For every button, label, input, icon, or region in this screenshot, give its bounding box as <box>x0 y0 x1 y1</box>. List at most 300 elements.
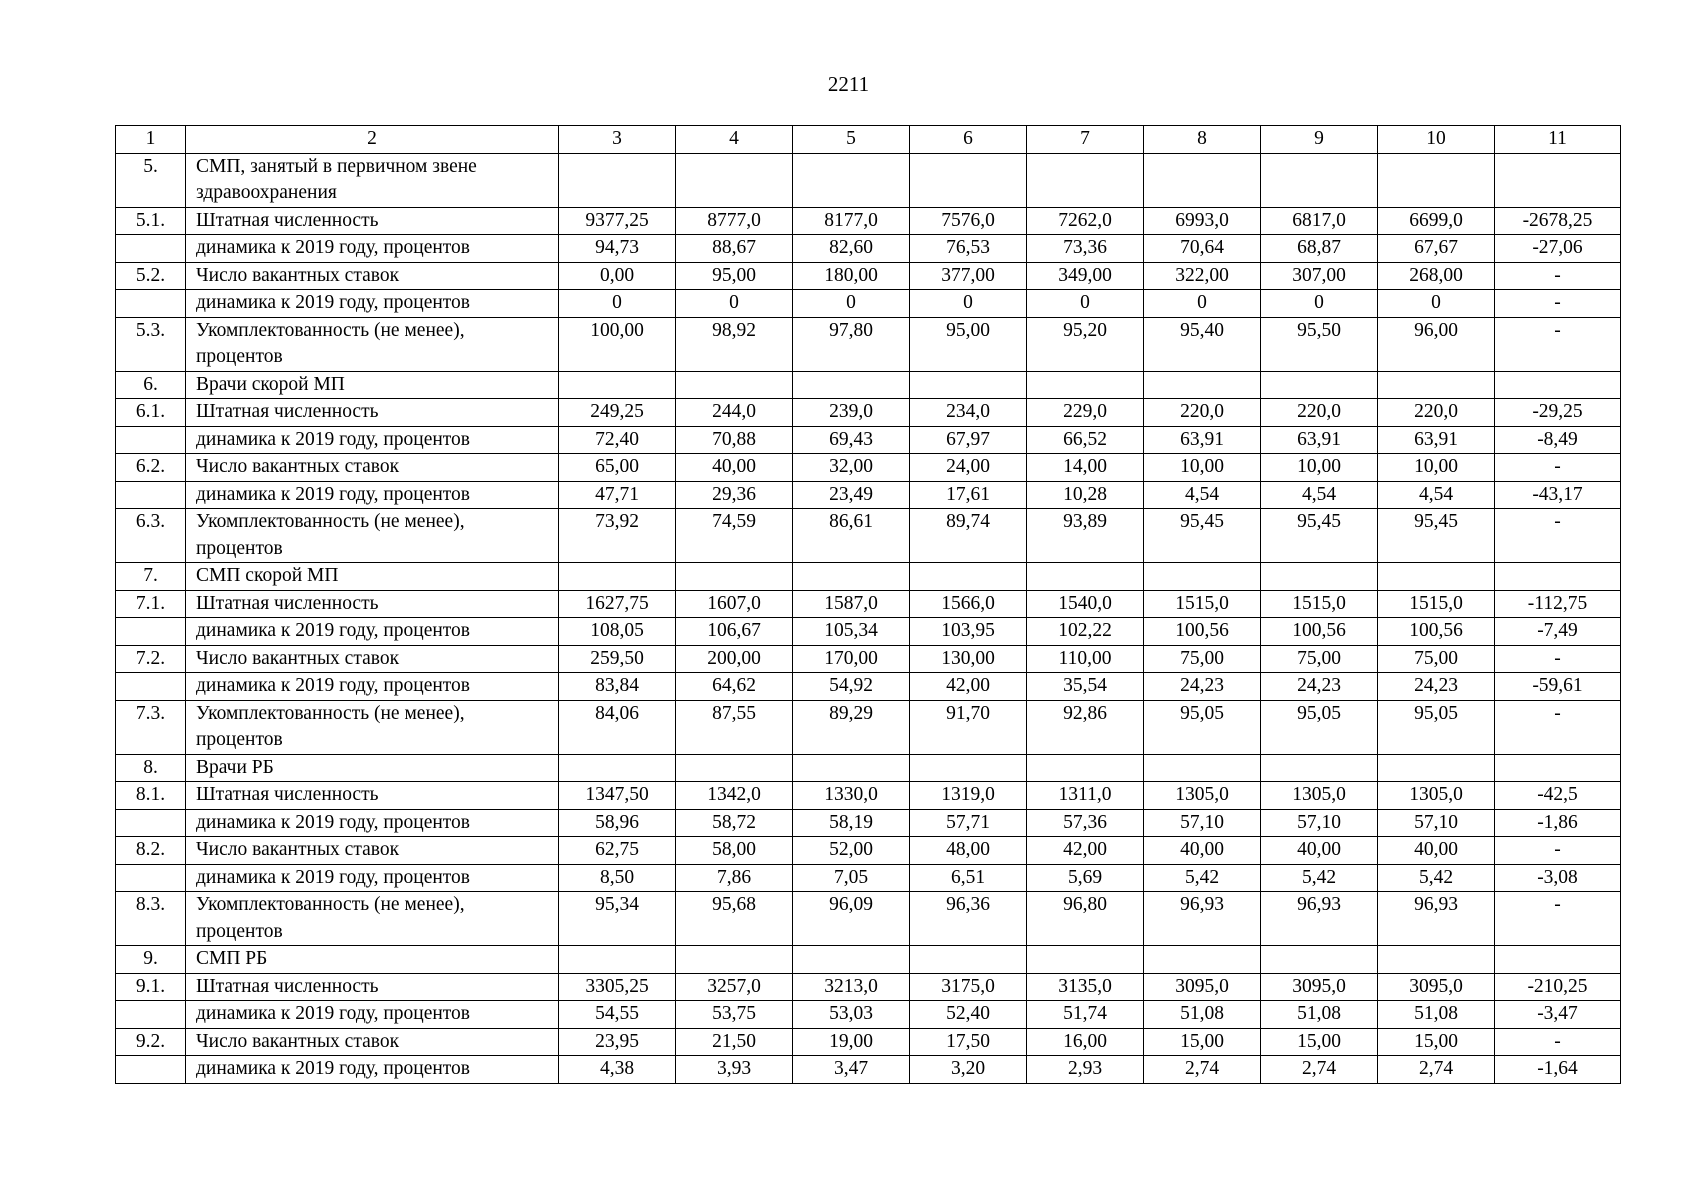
table-row <box>116 317 1621 371</box>
cell-value: 0 <box>676 290 793 318</box>
cell-value <box>910 754 1027 782</box>
cell-value: 65,00 <box>559 454 676 482</box>
table-row <box>116 1001 1621 1029</box>
cell-value: 8,50 <box>559 864 676 892</box>
row-number: 7. <box>116 563 186 591</box>
cell-value: 0 <box>559 290 676 318</box>
row-number: 7.3. <box>116 700 186 754</box>
column-header: 9 <box>1261 126 1378 154</box>
row-label: Укомплектованность (не менее), процентов <box>186 317 559 371</box>
row-number: 9. <box>116 946 186 974</box>
row-number <box>116 235 186 263</box>
cell-value: 54,55 <box>559 1001 676 1029</box>
cell-value: 1319,0 <box>910 782 1027 810</box>
table-row <box>116 1028 1621 1056</box>
cell-value: 102,22 <box>1027 618 1144 646</box>
page-number: 2211 <box>827 72 870 96</box>
cell-value <box>1144 371 1261 399</box>
cell-value: 67,97 <box>910 426 1027 454</box>
row-number: 6.1. <box>116 399 186 427</box>
row-label: Число вакантных ставок <box>186 454 559 482</box>
cell-value: 63,91 <box>1261 426 1378 454</box>
table-row <box>116 782 1621 810</box>
cell-value: 6,51 <box>910 864 1027 892</box>
cell-value: 220,0 <box>1144 399 1261 427</box>
table-row <box>116 673 1621 701</box>
cell-value: 3135,0 <box>1027 973 1144 1001</box>
cell-value <box>1144 153 1261 207</box>
cell-value: 73,92 <box>559 509 676 563</box>
cell-value: 58,96 <box>559 809 676 837</box>
cell-value <box>676 946 793 974</box>
cell-value <box>793 563 910 591</box>
cell-value: - <box>1495 892 1621 946</box>
cell-value: 95,45 <box>1261 509 1378 563</box>
row-number <box>116 290 186 318</box>
cell-value: 94,73 <box>559 235 676 263</box>
table-row <box>116 590 1621 618</box>
cell-value: 1515,0 <box>1144 590 1261 618</box>
cell-value: 1515,0 <box>1261 590 1378 618</box>
table-row <box>116 371 1621 399</box>
cell-value: 5,42 <box>1261 864 1378 892</box>
cell-value <box>559 563 676 591</box>
table-row <box>116 153 1621 207</box>
row-label: Укомплектованность (не менее), процентов <box>186 700 559 754</box>
cell-value: -7,49 <box>1495 618 1621 646</box>
cell-value: 51,08 <box>1378 1001 1495 1029</box>
row-label: Число вакантных ставок <box>186 262 559 290</box>
table-row <box>116 754 1621 782</box>
cell-value: 7262,0 <box>1027 207 1144 235</box>
table-row <box>116 618 1621 646</box>
row-number: 8. <box>116 754 186 782</box>
cell-value <box>1027 563 1144 591</box>
cell-value: 377,00 <box>910 262 1027 290</box>
cell-value: 10,00 <box>1261 454 1378 482</box>
cell-value: 96,93 <box>1261 892 1378 946</box>
cell-value: 96,36 <box>910 892 1027 946</box>
cell-value: 10,00 <box>1378 454 1495 482</box>
cell-value: 47,71 <box>559 481 676 509</box>
cell-value: 64,62 <box>676 673 793 701</box>
cell-value: 1515,0 <box>1378 590 1495 618</box>
cell-value <box>793 371 910 399</box>
cell-value: 95,40 <box>1144 317 1261 371</box>
cell-value: 1540,0 <box>1027 590 1144 618</box>
cell-value: 66,52 <box>1027 426 1144 454</box>
cell-value: -1,86 <box>1495 809 1621 837</box>
cell-value: 268,00 <box>1378 262 1495 290</box>
cell-value: 0 <box>1144 290 1261 318</box>
cell-value: 57,71 <box>910 809 1027 837</box>
column-header: 3 <box>559 126 676 154</box>
cell-value: -43,17 <box>1495 481 1621 509</box>
cell-value: - <box>1495 700 1621 754</box>
table-row <box>116 563 1621 591</box>
cell-value: 84,06 <box>559 700 676 754</box>
cell-value: 6699,0 <box>1378 207 1495 235</box>
cell-value: 48,00 <box>910 837 1027 865</box>
cell-value: 10,28 <box>1027 481 1144 509</box>
cell-value: 75,00 <box>1261 645 1378 673</box>
row-number: 5.1. <box>116 207 186 235</box>
cell-value: 1305,0 <box>1144 782 1261 810</box>
cell-value: 32,00 <box>793 454 910 482</box>
cell-value <box>1027 946 1144 974</box>
cell-value: - <box>1495 454 1621 482</box>
table-row <box>116 426 1621 454</box>
cell-value: 53,75 <box>676 1001 793 1029</box>
table-row <box>116 399 1621 427</box>
cell-value: 63,91 <box>1378 426 1495 454</box>
cell-value: 53,03 <box>793 1001 910 1029</box>
cell-value: 220,0 <box>1378 399 1495 427</box>
cell-value: 95,20 <box>1027 317 1144 371</box>
row-label: Врачи скорой МП <box>186 371 559 399</box>
row-label: динамика к 2019 году, процентов <box>186 426 559 454</box>
cell-value: 17,50 <box>910 1028 1027 1056</box>
cell-value <box>1261 563 1378 591</box>
cell-value: 100,56 <box>1261 618 1378 646</box>
cell-value <box>1378 946 1495 974</box>
cell-value: 108,05 <box>559 618 676 646</box>
cell-value: 74,59 <box>676 509 793 563</box>
cell-value: 95,00 <box>910 317 1027 371</box>
cell-value: 2,93 <box>1027 1056 1144 1084</box>
cell-value <box>793 946 910 974</box>
row-number <box>116 1001 186 1029</box>
cell-value: 96,00 <box>1378 317 1495 371</box>
cell-value: 91,70 <box>910 700 1027 754</box>
cell-value <box>1378 563 1495 591</box>
cell-value: 234,0 <box>910 399 1027 427</box>
cell-value: 69,43 <box>793 426 910 454</box>
cell-value: 23,95 <box>559 1028 676 1056</box>
cell-value <box>910 153 1027 207</box>
cell-value: -112,75 <box>1495 590 1621 618</box>
cell-value: 29,36 <box>676 481 793 509</box>
cell-value <box>559 946 676 974</box>
cell-value <box>1378 754 1495 782</box>
row-number: 6. <box>116 371 186 399</box>
cell-value: 130,00 <box>910 645 1027 673</box>
cell-value: -8,49 <box>1495 426 1621 454</box>
cell-value <box>1378 153 1495 207</box>
cell-value: - <box>1495 509 1621 563</box>
cell-value <box>676 371 793 399</box>
cell-value: 244,0 <box>676 399 793 427</box>
cell-value: 52,00 <box>793 837 910 865</box>
cell-value: 21,50 <box>676 1028 793 1056</box>
cell-value: 95,45 <box>1378 509 1495 563</box>
row-number: 8.3. <box>116 892 186 946</box>
cell-value: 15,00 <box>1144 1028 1261 1056</box>
column-header: 7 <box>1027 126 1144 154</box>
cell-value: 96,93 <box>1144 892 1261 946</box>
cell-value: 16,00 <box>1027 1028 1144 1056</box>
cell-value: 68,87 <box>1261 235 1378 263</box>
cell-value: 3,47 <box>793 1056 910 1084</box>
cell-value: 42,00 <box>1027 837 1144 865</box>
cell-value: 40,00 <box>1144 837 1261 865</box>
cell-value: 57,10 <box>1144 809 1261 837</box>
table-header-row <box>116 126 1621 154</box>
cell-value: 35,54 <box>1027 673 1144 701</box>
cell-value <box>1144 754 1261 782</box>
cell-value: 57,10 <box>1261 809 1378 837</box>
table-row <box>116 700 1621 754</box>
cell-value: 17,61 <box>910 481 1027 509</box>
cell-value: 70,64 <box>1144 235 1261 263</box>
cell-value: 100,56 <box>1378 618 1495 646</box>
row-label: Штатная численность <box>186 973 559 1001</box>
cell-value: 92,86 <box>1027 700 1144 754</box>
row-label: динамика к 2019 году, процентов <box>186 864 559 892</box>
cell-value: 76,53 <box>910 235 1027 263</box>
cell-value: 57,36 <box>1027 809 1144 837</box>
cell-value <box>1027 153 1144 207</box>
cell-value: 2,74 <box>1261 1056 1378 1084</box>
row-label: СМП скорой МП <box>186 563 559 591</box>
cell-value: 51,08 <box>1144 1001 1261 1029</box>
cell-value <box>910 563 1027 591</box>
row-label: динамика к 2019 году, процентов <box>186 481 559 509</box>
column-header: 10 <box>1378 126 1495 154</box>
cell-value: 322,00 <box>1144 262 1261 290</box>
cell-value: 57,10 <box>1378 809 1495 837</box>
cell-value: 0 <box>1261 290 1378 318</box>
cell-value: 95,00 <box>676 262 793 290</box>
cell-value: 0 <box>1027 290 1144 318</box>
cell-value: 0 <box>910 290 1027 318</box>
cell-value: 95,05 <box>1378 700 1495 754</box>
row-number: 7.2. <box>116 645 186 673</box>
cell-value <box>910 946 1027 974</box>
cell-value <box>1144 946 1261 974</box>
row-label: динамика к 2019 году, процентов <box>186 290 559 318</box>
cell-value <box>676 153 793 207</box>
cell-value: 24,23 <box>1378 673 1495 701</box>
cell-value <box>793 754 910 782</box>
cell-value: 58,72 <box>676 809 793 837</box>
row-label: Штатная численность <box>186 590 559 618</box>
table-row <box>116 837 1621 865</box>
cell-value: 100,56 <box>1144 618 1261 646</box>
cell-value <box>1261 153 1378 207</box>
cell-value: 100,00 <box>559 317 676 371</box>
cell-value <box>1261 754 1378 782</box>
cell-value: 72,40 <box>559 426 676 454</box>
cell-value: 51,74 <box>1027 1001 1144 1029</box>
column-header: 6 <box>910 126 1027 154</box>
cell-value: 3305,25 <box>559 973 676 1001</box>
cell-value: 3095,0 <box>1144 973 1261 1001</box>
cell-value: 1305,0 <box>1378 782 1495 810</box>
row-number: 5.3. <box>116 317 186 371</box>
cell-value: 95,50 <box>1261 317 1378 371</box>
column-header: 11 <box>1495 126 1621 154</box>
row-label: динамика к 2019 году, процентов <box>186 235 559 263</box>
staffing-table <box>115 125 1621 1084</box>
row-label: Укомплектованность (не менее), процентов <box>186 892 559 946</box>
table-row <box>116 481 1621 509</box>
cell-value: 2,74 <box>1378 1056 1495 1084</box>
cell-value: 98,92 <box>676 317 793 371</box>
cell-value: 19,00 <box>793 1028 910 1056</box>
cell-value: 42,00 <box>910 673 1027 701</box>
cell-value: 58,19 <box>793 809 910 837</box>
cell-value: - <box>1495 1028 1621 1056</box>
cell-value: 95,34 <box>559 892 676 946</box>
column-header: 8 <box>1144 126 1261 154</box>
cell-value <box>1378 371 1495 399</box>
column-header: 5 <box>793 126 910 154</box>
row-number <box>116 426 186 454</box>
row-label: динамика к 2019 году, процентов <box>186 673 559 701</box>
cell-value: 239,0 <box>793 399 910 427</box>
cell-value <box>559 371 676 399</box>
cell-value: 3,93 <box>676 1056 793 1084</box>
cell-value <box>1495 153 1621 207</box>
table-row <box>116 1056 1621 1084</box>
table-row <box>116 235 1621 263</box>
row-label: СМП, занятый в первичном звене здравоохранения <box>186 153 559 207</box>
cell-value: 40,00 <box>1378 837 1495 865</box>
cell-value: 1342,0 <box>676 782 793 810</box>
cell-value: 0 <box>1378 290 1495 318</box>
cell-value: 87,55 <box>676 700 793 754</box>
cell-value: 1607,0 <box>676 590 793 618</box>
cell-value: 5,42 <box>1378 864 1495 892</box>
cell-value: 58,00 <box>676 837 793 865</box>
row-label: Врачи РБ <box>186 754 559 782</box>
cell-value: - <box>1495 837 1621 865</box>
cell-value: 1566,0 <box>910 590 1027 618</box>
cell-value: -1,64 <box>1495 1056 1621 1084</box>
cell-value: 3257,0 <box>676 973 793 1001</box>
table-row <box>116 973 1621 1001</box>
cell-value: 3,20 <box>910 1056 1027 1084</box>
cell-value: 82,60 <box>793 235 910 263</box>
cell-value: 40,00 <box>676 454 793 482</box>
cell-value: 5,42 <box>1144 864 1261 892</box>
cell-value: 95,45 <box>1144 509 1261 563</box>
cell-value: 52,40 <box>910 1001 1027 1029</box>
row-number <box>116 809 186 837</box>
cell-value: - <box>1495 262 1621 290</box>
cell-value <box>1261 946 1378 974</box>
cell-value: 259,50 <box>559 645 676 673</box>
cell-value <box>793 153 910 207</box>
cell-value: 9377,25 <box>559 207 676 235</box>
cell-value: -3,47 <box>1495 1001 1621 1029</box>
table-row <box>116 207 1621 235</box>
cell-value: 24,23 <box>1144 673 1261 701</box>
cell-value: -29,25 <box>1495 399 1621 427</box>
cell-value: 83,84 <box>559 673 676 701</box>
cell-value: 15,00 <box>1378 1028 1495 1056</box>
cell-value: 23,49 <box>793 481 910 509</box>
cell-value: 75,00 <box>1144 645 1261 673</box>
cell-value: 110,00 <box>1027 645 1144 673</box>
row-number: 5.2. <box>116 262 186 290</box>
cell-value: - <box>1495 290 1621 318</box>
table-row <box>116 454 1621 482</box>
cell-value: 93,89 <box>1027 509 1144 563</box>
cell-value: 7,05 <box>793 864 910 892</box>
cell-value: 7576,0 <box>910 207 1027 235</box>
row-number: 8.2. <box>116 837 186 865</box>
cell-value: 96,09 <box>793 892 910 946</box>
cell-value: 4,54 <box>1378 481 1495 509</box>
cell-value: 0,00 <box>559 262 676 290</box>
cell-value: 180,00 <box>793 262 910 290</box>
row-number: 5. <box>116 153 186 207</box>
cell-value: 3213,0 <box>793 973 910 1001</box>
row-number: 8.1. <box>116 782 186 810</box>
cell-value <box>1495 563 1621 591</box>
table-row <box>116 946 1621 974</box>
cell-value: 88,67 <box>676 235 793 263</box>
cell-value: 229,0 <box>1027 399 1144 427</box>
table-row <box>116 290 1621 318</box>
cell-value: 3095,0 <box>1261 973 1378 1001</box>
row-number: 9.1. <box>116 973 186 1001</box>
cell-value: -210,25 <box>1495 973 1621 1001</box>
cell-value: 95,05 <box>1144 700 1261 754</box>
cell-value: 1330,0 <box>793 782 910 810</box>
cell-value: 170,00 <box>793 645 910 673</box>
row-label: Число вакантных ставок <box>186 1028 559 1056</box>
cell-value: 86,61 <box>793 509 910 563</box>
cell-value <box>559 754 676 782</box>
cell-value: 8177,0 <box>793 207 910 235</box>
cell-value: 4,54 <box>1261 481 1378 509</box>
cell-value: 73,36 <box>1027 235 1144 263</box>
cell-value: 96,93 <box>1378 892 1495 946</box>
cell-value: 1311,0 <box>1027 782 1144 810</box>
cell-value <box>1495 754 1621 782</box>
row-label: Штатная численность <box>186 399 559 427</box>
cell-value: 249,25 <box>559 399 676 427</box>
cell-value: 14,00 <box>1027 454 1144 482</box>
cell-value <box>559 153 676 207</box>
cell-value: 1627,75 <box>559 590 676 618</box>
row-label: Число вакантных ставок <box>186 837 559 865</box>
row-number <box>116 618 186 646</box>
row-label: Штатная численность <box>186 782 559 810</box>
row-number: 6.3. <box>116 509 186 563</box>
cell-value: 24,00 <box>910 454 1027 482</box>
cell-value: 75,00 <box>1378 645 1495 673</box>
cell-value <box>1027 371 1144 399</box>
cell-value: -42,5 <box>1495 782 1621 810</box>
row-label: динамика к 2019 году, процентов <box>186 809 559 837</box>
row-label: динамика к 2019 году, процентов <box>186 618 559 646</box>
table-body <box>116 126 1621 1084</box>
cell-value <box>1495 371 1621 399</box>
cell-value: 1587,0 <box>793 590 910 618</box>
column-header: 1 <box>116 126 186 154</box>
cell-value <box>1027 754 1144 782</box>
cell-value: - <box>1495 645 1621 673</box>
table-row <box>116 645 1621 673</box>
cell-value: 4,38 <box>559 1056 676 1084</box>
table-row <box>116 864 1621 892</box>
cell-value: 1305,0 <box>1261 782 1378 810</box>
cell-value: 63,91 <box>1144 426 1261 454</box>
